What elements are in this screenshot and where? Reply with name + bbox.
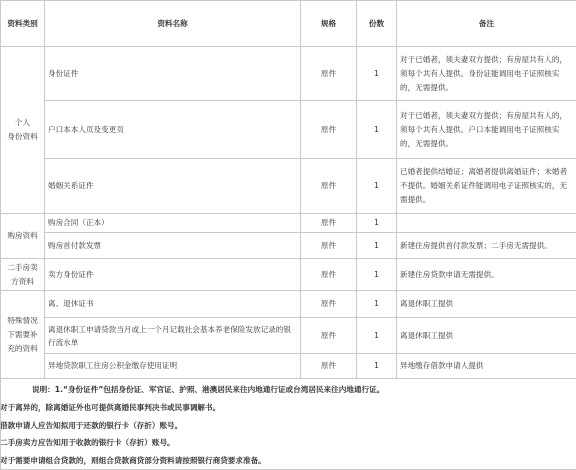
row-name: 离退休职工申请贷款当月或上一个月记载社会基本养老保险发放记录的银行流水单 xyxy=(45,318,301,354)
row-name: 婚姻关系证件 xyxy=(45,159,301,214)
row-copies: 1 xyxy=(357,47,397,101)
row-copies: 1 xyxy=(357,159,397,214)
table-header-row xyxy=(1,1,576,47)
row-copies: 1 xyxy=(357,233,397,259)
table-row xyxy=(1,159,576,214)
header-remark: 备注 xyxy=(397,1,576,47)
row-remark: 新建住房贷款申请无需提供。 xyxy=(397,259,576,291)
row-spec: 原件 xyxy=(301,47,357,101)
header-category: 资料类别 xyxy=(1,1,45,47)
row-copies: 1 xyxy=(357,354,397,379)
note-line: 对于离异的，除离婚证外也可提供离婚民事判决书或民事调解书。 xyxy=(0,399,576,417)
note-line: 二手房卖方应告知用于收款的银行卡（存折）账号。 xyxy=(0,434,576,452)
table-row xyxy=(1,354,576,379)
row-remark: 对于已婚者，须夫妻双方提供；有房屋共有人的，须每个共有人提供。户口本能调用电子证照核实的，无需提供。 xyxy=(397,101,576,159)
row-remark: 新建住房提供首付款发票；二手房无需提供。 xyxy=(397,233,576,259)
row-remark: 离退休职工提供 xyxy=(397,291,576,318)
note-line: 对于需要申请组合贷款的，则组合贷款商贷部分资料请按照银行商贷要求准备。 xyxy=(0,452,576,470)
table-row xyxy=(1,214,576,233)
row-remark: 异地缴存借款申请人提供 xyxy=(397,354,576,379)
header-spec: 规格 xyxy=(301,1,357,47)
table-row xyxy=(1,233,576,259)
row-spec: 原件 xyxy=(301,354,357,379)
row-name: 户口本本人页及变更页 xyxy=(45,101,301,159)
row-remark: 离退休职工提供 xyxy=(397,318,576,354)
header-copies: 份数 xyxy=(357,1,397,47)
note-line: 借款申请人应告知拟用于还款的银行卡（存折）账号。 xyxy=(0,417,576,435)
row-remark: 已婚者提供结婚证；离婚者提供离婚证件；未婚者不提供。婚姻关系证件能调用电子证照核实的，无需提供。 xyxy=(397,159,576,214)
row-name: 异地贷款职工住房公积金缴存使用证明 xyxy=(45,354,301,379)
row-spec: 原件 xyxy=(301,159,357,214)
row-copies: 1 xyxy=(357,101,397,159)
table-row xyxy=(1,259,576,291)
category-secondhand: 二手房卖方资料 xyxy=(1,259,45,291)
row-spec: 原件 xyxy=(301,233,357,259)
table-row xyxy=(1,291,576,318)
table-row xyxy=(1,318,576,354)
row-spec: 原件 xyxy=(301,259,357,291)
row-copies: 1 xyxy=(357,291,397,318)
row-name: 卖方身份证件 xyxy=(45,259,301,291)
row-name: 购房合同（正本） xyxy=(45,214,301,233)
row-name: 离、退休证书 xyxy=(45,291,301,318)
row-copies: 1 xyxy=(357,259,397,291)
row-spec: 原件 xyxy=(301,291,357,318)
header-name: 资料名称 xyxy=(45,1,301,47)
table-row xyxy=(1,47,576,101)
note-line: 说明：1.“身份证件”包括身份证、军官证、护照、港澳居民来往内地通行证或台湾居民来往内地通行证。 xyxy=(0,381,576,399)
notes-section xyxy=(0,381,576,470)
row-spec: 原件 xyxy=(301,214,357,233)
row-remark: 对于已婚者，须夫妻双方提供；有房屋共有人的，须每个共有人提供。身份证能调用电子证照核实的，无需提供。 xyxy=(397,47,576,101)
row-name: 身份证件 xyxy=(45,47,301,101)
table-row xyxy=(1,101,576,159)
row-name: 购房首付款发票 xyxy=(45,233,301,259)
category-special: 特殊情况下需要补充的资料 xyxy=(1,291,45,379)
row-spec: 原件 xyxy=(301,101,357,159)
row-copies: 1 xyxy=(357,214,397,233)
category-personal: 个人 身份资料 xyxy=(1,47,45,214)
row-remark xyxy=(397,214,576,233)
category-purchase: 购房资料 xyxy=(1,214,45,259)
row-spec: 原件 xyxy=(301,318,357,354)
row-copies: 1 xyxy=(357,318,397,354)
